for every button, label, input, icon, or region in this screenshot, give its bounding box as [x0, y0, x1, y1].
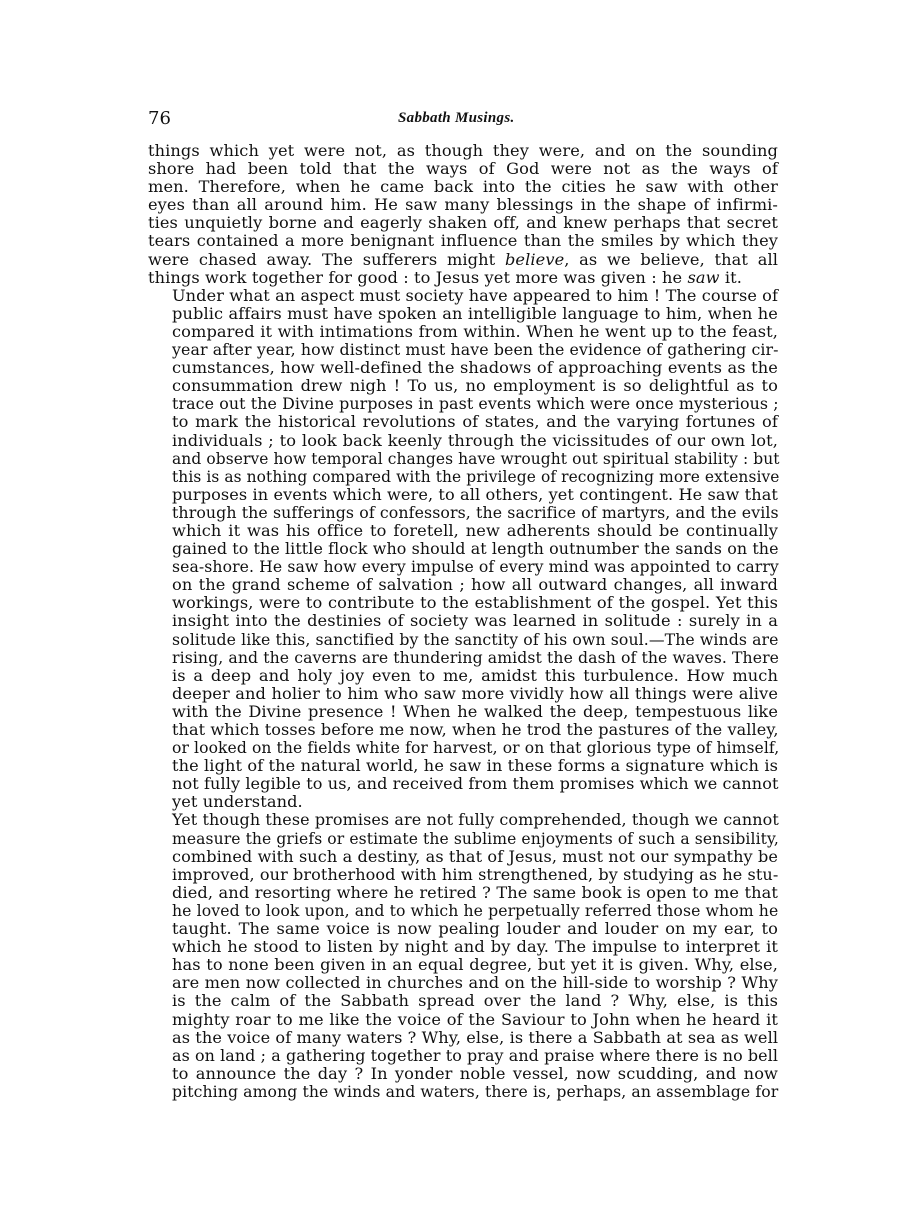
text-line: not fully legible to us, and received from them promises which we cannot [172, 774, 779, 794]
text-line: he loved to look upon, and to which he perpetually referred those whom he [172, 900, 779, 920]
running-title: Sabbath Musings. [398, 110, 515, 126]
text-line: shore had been told that the ways of God were not as the ways of [148, 159, 778, 179]
text-line: combined with such a destiny, as that of Jesus, must not our sympathy be [172, 846, 778, 866]
text-line: ties unquietly borne and eagerly shaken off, and knew perhaps that secret [148, 213, 778, 233]
text-line: improved, our brotherhood with him strengthened, by studying as he stu- [172, 864, 779, 884]
text-line: were chased away. The sufferers might believe, as we believe, that all [148, 249, 778, 269]
paragraph [148, 142, 778, 287]
text-line: which he stood to listen by night and by day. The impulse to interpret it [172, 937, 778, 957]
text-line: year after year, how distinct must have been the evidence of gathering cir- [172, 340, 779, 360]
text-line: that which tosses before me now, when he trod the pastures of the valley, [172, 720, 779, 739]
text-line: the light of the natural world, he saw in these forms a signature which is [172, 756, 778, 776]
text-line: things which yet were not, as though they were, and on the sounding [148, 141, 778, 160]
text-line: this is as nothing compared with the privilege of recognizing more extensive [172, 467, 780, 486]
text-line: to announce the day ? In yonder noble vessel, now scudding, and now [172, 1063, 778, 1083]
text-line: died, and resorting where he retired ? The same book is open to me that [172, 882, 778, 902]
text-line: Under what an aspect must society have appeared to him ! The course of [172, 285, 779, 305]
text-line: compared it with intimations from within. When he went up to the feast, [172, 321, 778, 341]
paragraph [148, 811, 778, 1101]
text-line: which it was his office to foretell, new adherents should be continually [172, 520, 778, 540]
text-line: rising, and the caverns are thundering amidst the dash of the waves. There [172, 647, 780, 667]
text-line: or looked on the fields white for harvest, or on that glorious type of himself, [172, 739, 780, 758]
text-line: public affairs must have spoken an intelligible language to him, when he [172, 303, 778, 323]
text-line: taught. The same voice is now pealing louder and louder on my ear, to [172, 919, 778, 939]
text-line: gained to the little flock who should at length outnumber the sands on the [172, 539, 779, 559]
text-line: and observe how temporal changes have wrought out spiritual stability : but [172, 449, 780, 468]
body-text [148, 142, 778, 1101]
page-header [148, 108, 778, 132]
text-line: things work together for good : to Jesus yet more was given : he saw it. [148, 267, 742, 287]
text-line: trace out the Divine purposes in past events which were once mysterious ; [172, 394, 779, 414]
text-line: tears contained a more benignant influence than the smiles by which they [148, 231, 778, 251]
text-line: consummation drew nigh ! To us, no employment is so delightful as to [172, 376, 778, 396]
text-line: measure the griefs or estimate the sublime enjoyments of such a sensibility, [172, 829, 779, 848]
text-line: solitude like this, sanctified by the sanctity of his own soul.—The winds are [172, 629, 779, 649]
text-line: has to none been given in an equal degree, but yet it is given. Why, else, [172, 955, 778, 975]
text-line: sea-shore. He saw how every impulse of every mind was appointed to carry [172, 557, 779, 577]
text-line: individuals ; to look back keenly through the vicissitudes of our own lot, [172, 430, 778, 450]
text-line: men. Therefore, when he came back into the cities he saw with other [148, 177, 778, 197]
text-line: is the calm of the Sabbath spread over the land ? Why, else, is this [172, 991, 778, 1011]
text-line: yet understand. [172, 792, 303, 812]
text-line: eyes than all around him. He saw many blessings in the shape of infirmi- [148, 195, 778, 215]
text-line: cumstances, how well-defined the shadows of approaching events as the [172, 358, 778, 378]
text-line: insight into the destinies of society was learned in solitude : surely in a [172, 611, 778, 631]
text-line: as on land ; a gathering together to pray and praise where there is no bell [172, 1045, 778, 1065]
text-line: as the voice of many waters ? Why, else, is there a Sabbath at sea as well [172, 1027, 779, 1047]
text-line: pitching among the winds and waters, there is, perhaps, an assemblage for [172, 1081, 779, 1101]
text-line: are men now collected in churches and on the hill-side to worship ? Why [172, 973, 778, 993]
paragraph [148, 287, 778, 812]
text-line: deeper and holier to him who saw more vividly how all things were alive [172, 683, 778, 703]
text-line: through the sufferings of confessors, the sacrifice of martyrs, and the evils [172, 502, 779, 522]
text-line: is a deep and holy joy even to me, amidst this turbulence. How much [172, 665, 778, 685]
text-line: to mark the historical revolutions of states, and the varying fortunes of [172, 412, 778, 432]
text-line: mighty roar to me like the voice of the Saviour to John when he heard it [172, 1009, 778, 1029]
text-line: workings, were to contribute to the establishment of the gospel. Yet this [172, 593, 778, 613]
page-number: 76 [148, 108, 171, 129]
text-line: Yet though these promises are not fully comprehended, though we cannot [172, 810, 779, 830]
text-line: on the grand scheme of salvation ; how all outward changes, all inward [172, 575, 778, 595]
text-line: purposes in events which were, to all others, yet contingent. He saw that [172, 484, 778, 504]
text-line: with the Divine presence ! When he walked the deep, tempestuous like [172, 701, 778, 721]
